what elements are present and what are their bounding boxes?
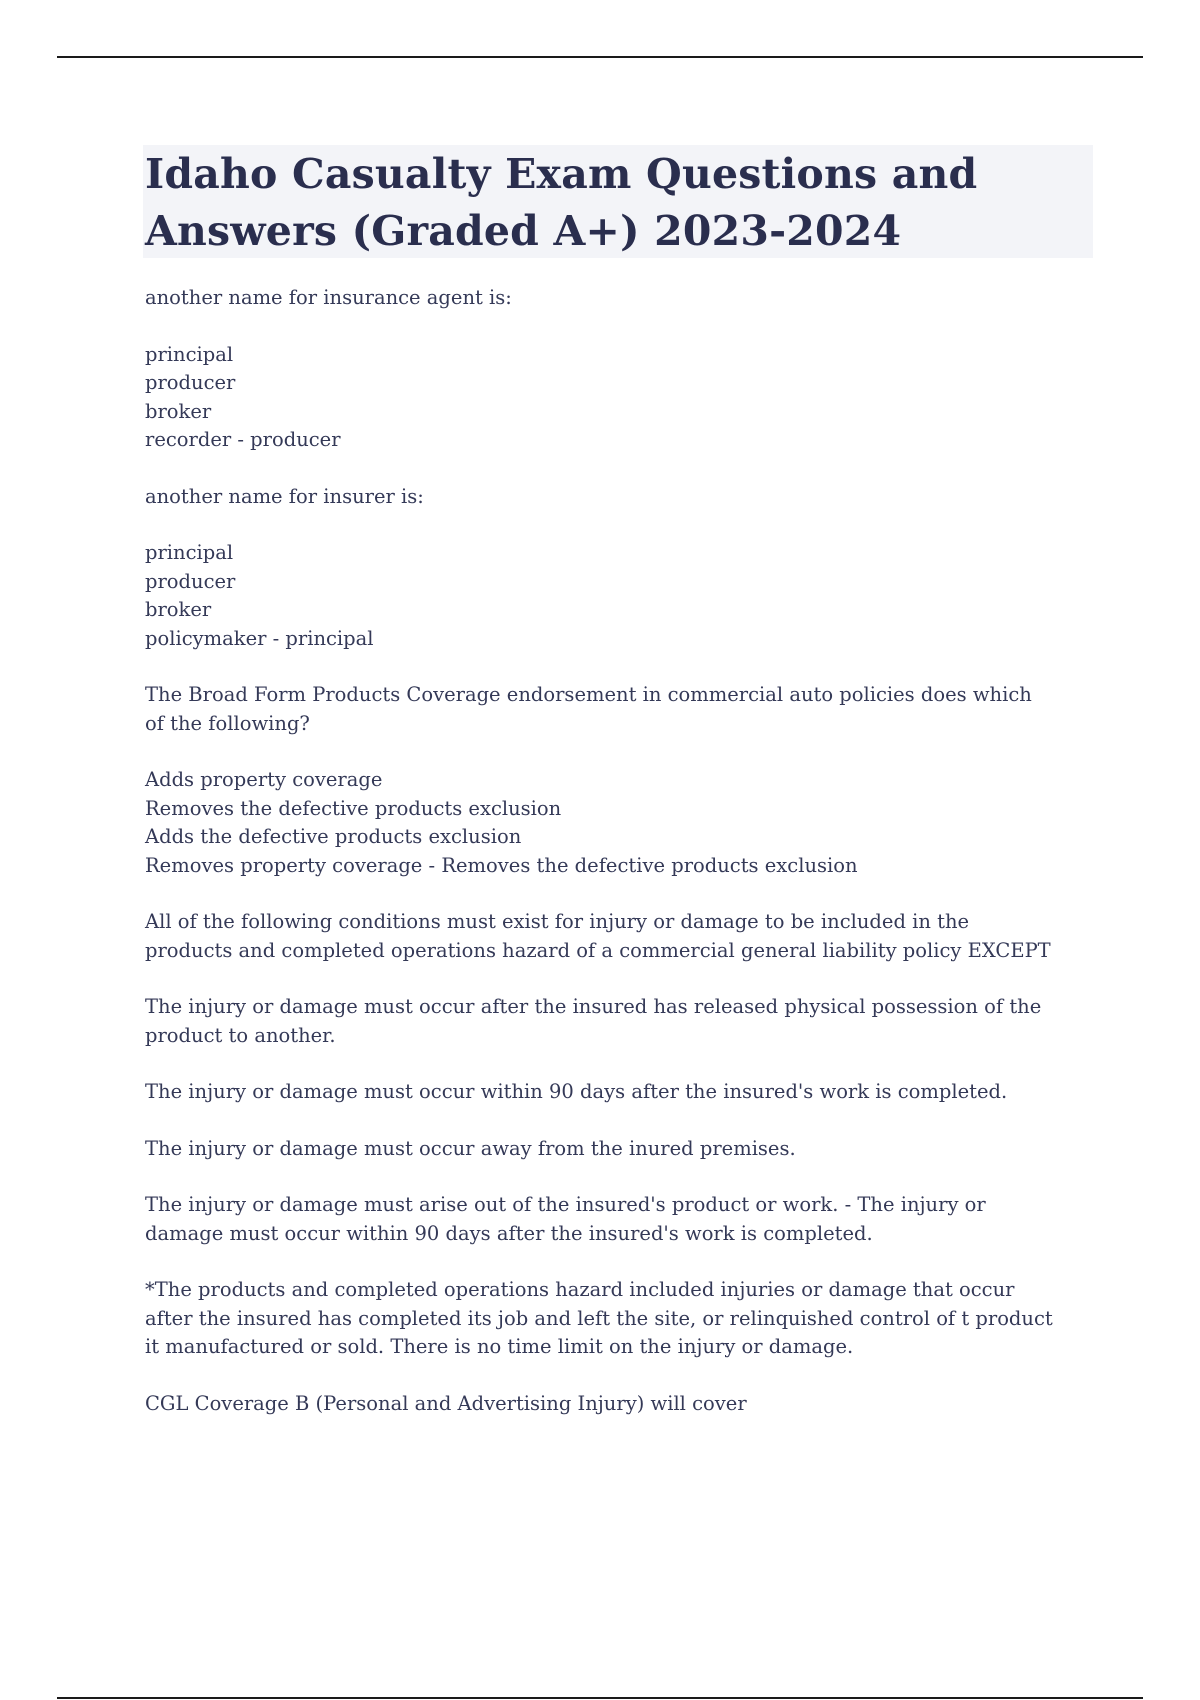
question-2: [145, 483, 1095, 512]
option-text: Removes property coverage - Removes the defective products exclusion: [145, 853, 858, 877]
option-text: producer: [145, 569, 236, 593]
question-4-option-3: [145, 1135, 1095, 1164]
note-text: after the insured has completed its job and left the site, or relinquished control of t product: [145, 1306, 1053, 1330]
question-3: [145, 681, 1095, 738]
option-text: principal: [145, 342, 234, 366]
document-body: [145, 284, 1095, 1446]
question-1-options: [145, 341, 1095, 455]
question-text: All of the following conditions must exist for injury or damage to be included in the: [145, 910, 970, 933]
page-title: [145, 146, 1095, 260]
question-2-options: [145, 539, 1095, 653]
option-text: Adds the defective products exclusion: [145, 825, 522, 848]
option-text: product to another.: [145, 1023, 336, 1047]
option-text: policymaker - principal: [145, 626, 374, 650]
question-4-note: [145, 1276, 1095, 1362]
question-4-option-1: [145, 993, 1095, 1050]
option-text: damage must occur within 90 days after the insured's work is completed.: [145, 1221, 873, 1245]
question-text: another name for insurer is:: [145, 484, 424, 508]
question-text: CGL Coverage B (Personal and Advertising Injury) will cover: [145, 1391, 747, 1415]
question-text: another name for insurance agent is:: [145, 286, 512, 309]
option-text: Adds property coverage: [145, 768, 383, 791]
note-text: it manufactured or sold. There is no time limit on the injury or damage.: [145, 1335, 854, 1358]
top-rule: [57, 56, 1143, 58]
option-text: The injury or damage must arise out of the insured's product or work. - The injury or: [145, 1193, 986, 1216]
question-5: [145, 1390, 1095, 1419]
question-4: [145, 908, 1095, 965]
option-text: The injury or damage must occur after the insured has released physical possession of the: [145, 995, 1042, 1018]
option-text: The injury or damage must occur away from the inured premises.: [145, 1136, 796, 1160]
note-text: *The products and completed operations hazard included injuries or damage that occur: [145, 1278, 1015, 1301]
option-text: principal: [145, 541, 234, 564]
option-text: The injury or damage must occur within 90 days after the insured's work is completed.: [145, 1080, 1008, 1103]
question-4-option-4: [145, 1191, 1095, 1248]
question-text: of the following?: [145, 711, 310, 735]
title-line-2: Answers (Graded A+) 2023-2024: [145, 207, 902, 255]
question-3-options: [145, 766, 1095, 880]
title-line-1: Idaho Casualty Exam Questions and: [145, 150, 978, 198]
question-text: products and completed operations hazard of a commercial general liability policy EXCEPT: [145, 938, 1051, 962]
question-1: [145, 284, 1095, 313]
option-text: Removes the defective products exclusion: [145, 796, 562, 820]
question-4-option-2: [145, 1078, 1095, 1107]
option-text: broker: [145, 399, 212, 423]
option-text: broker: [145, 598, 212, 621]
bottom-rule: [57, 1697, 1143, 1699]
question-text: The Broad Form Products Coverage endorsement in commercial auto policies does which: [145, 683, 1032, 706]
option-text: producer: [145, 371, 236, 394]
option-text: recorder - producer: [145, 428, 341, 451]
